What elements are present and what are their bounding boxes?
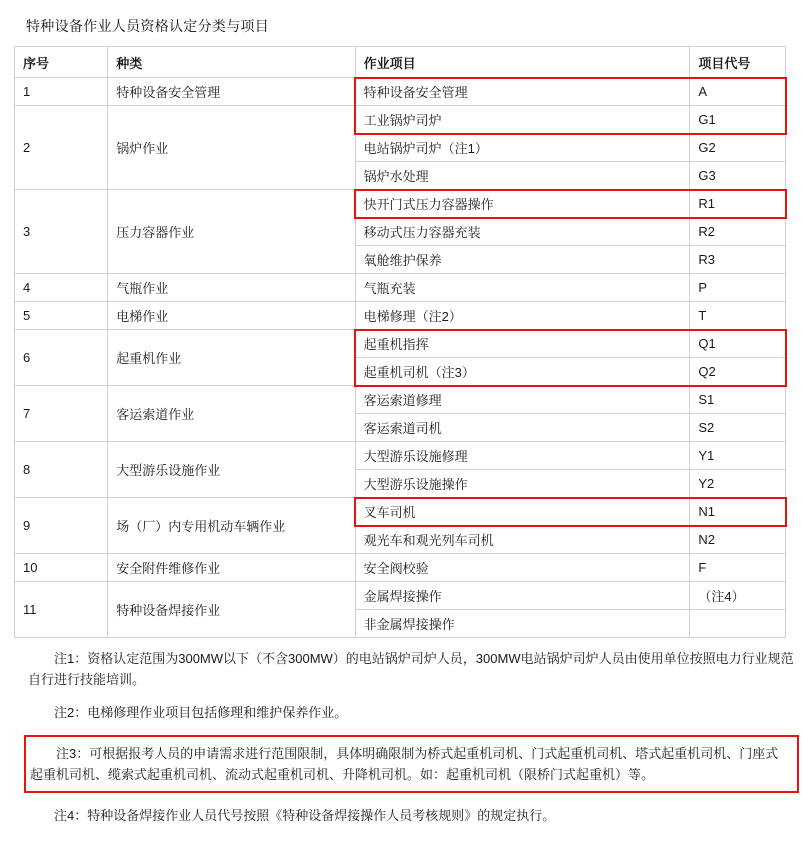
table-wrapper bbox=[14, 46, 789, 638]
cell-no: 5 bbox=[15, 302, 108, 330]
cell-no: 8 bbox=[15, 442, 108, 498]
cell-code: T bbox=[690, 302, 786, 330]
table-header-row bbox=[15, 47, 786, 78]
cell-item: 快开门式压力容器操作 bbox=[355, 190, 690, 218]
cell-item: 锅炉水处理 bbox=[355, 162, 690, 190]
cell-code: Q1 bbox=[690, 330, 786, 358]
table-body bbox=[15, 78, 786, 638]
cell-kind: 场（厂）内专用机动车辆作业 bbox=[108, 498, 355, 554]
note-2: 注2：电梯修理作业项目包括修理和维护保养作业。 bbox=[54, 705, 348, 720]
table-row bbox=[15, 274, 786, 302]
qualification-table bbox=[14, 46, 786, 638]
cell-code: G2 bbox=[690, 134, 786, 162]
table-row bbox=[15, 554, 786, 582]
table-row bbox=[15, 330, 786, 358]
cell-item: 电站锅炉司炉（注1） bbox=[355, 134, 690, 162]
cell-code: G1 bbox=[690, 106, 786, 134]
cell-item: 非金属焊接操作 bbox=[355, 610, 690, 638]
cell-no: 3 bbox=[15, 190, 108, 274]
notes-section bbox=[28, 648, 803, 826]
table-row bbox=[15, 442, 786, 470]
table-row bbox=[15, 582, 786, 610]
cell-no: 1 bbox=[15, 78, 108, 106]
column-header-no: 序号 bbox=[15, 47, 108, 78]
cell-item: 大型游乐设施操作 bbox=[355, 470, 690, 498]
table-header bbox=[15, 47, 786, 78]
cell-code: P bbox=[690, 274, 786, 302]
cell-kind: 电梯作业 bbox=[108, 302, 355, 330]
cell-code: N2 bbox=[690, 526, 786, 554]
cell-item: 大型游乐设施修理 bbox=[355, 442, 690, 470]
cell-code: Y2 bbox=[690, 470, 786, 498]
cell-code: A bbox=[690, 78, 786, 106]
cell-code: Q2 bbox=[690, 358, 786, 386]
cell-kind: 气瓶作业 bbox=[108, 274, 355, 302]
column-header-item: 作业项目 bbox=[355, 47, 690, 78]
cell-no: 11 bbox=[15, 582, 108, 638]
cell-code bbox=[690, 610, 786, 638]
cell-no: 10 bbox=[15, 554, 108, 582]
cell-item: 氧舱维护保养 bbox=[355, 246, 690, 274]
cell-no: 2 bbox=[15, 106, 108, 190]
cell-item: 工业锅炉司炉 bbox=[355, 106, 690, 134]
cell-code: G3 bbox=[690, 162, 786, 190]
cell-item: 客运索道修理 bbox=[355, 386, 690, 414]
cell-no: 4 bbox=[15, 274, 108, 302]
cell-item: 气瓶充装 bbox=[355, 274, 690, 302]
cell-code: Y1 bbox=[690, 442, 786, 470]
cell-code: S2 bbox=[690, 414, 786, 442]
note-4: 注4：特种设备焊接作业人员代号按照《特种设备焊接操作人员考核规则》的规定执行。 bbox=[54, 808, 556, 823]
cell-kind: 大型游乐设施作业 bbox=[108, 442, 355, 498]
table-row bbox=[15, 302, 786, 330]
cell-kind: 特种设备焊接作业 bbox=[108, 582, 355, 638]
cell-item: 特种设备安全管理 bbox=[355, 78, 690, 106]
cell-code: F bbox=[690, 554, 786, 582]
cell-kind: 客运索道作业 bbox=[108, 386, 355, 442]
cell-no: 9 bbox=[15, 498, 108, 554]
table-row bbox=[15, 78, 786, 106]
cell-code: R2 bbox=[690, 218, 786, 246]
column-header-kind: 种类 bbox=[108, 47, 355, 78]
cell-code: S1 bbox=[690, 386, 786, 414]
cell-kind: 安全附件维修作业 bbox=[108, 554, 355, 582]
cell-kind: 锅炉作业 bbox=[108, 106, 355, 190]
note-1: 注1：资格认定范围为300MW以下（不含300MW）的电站锅炉司炉人员，300MW电站锅炉司炉人员由使用单位按照电力行业规范自行进行技能培训。 bbox=[28, 651, 794, 687]
cell-item: 金属焊接操作 bbox=[355, 582, 690, 610]
table-row bbox=[15, 190, 786, 218]
table-row bbox=[15, 498, 786, 526]
column-header-code: 项目代号 bbox=[690, 47, 786, 78]
page-title: 特种设备作业人员资格认定分类与项目 bbox=[26, 18, 270, 34]
cell-kind: 起重机作业 bbox=[108, 330, 355, 386]
cell-code: （注4） bbox=[690, 582, 786, 610]
cell-code: R3 bbox=[690, 246, 786, 274]
cell-code: N1 bbox=[690, 498, 786, 526]
cell-code: R1 bbox=[690, 190, 786, 218]
table-row bbox=[15, 386, 786, 414]
cell-no: 6 bbox=[15, 330, 108, 386]
cell-item: 起重机司机（注3） bbox=[355, 358, 690, 386]
cell-kind: 压力容器作业 bbox=[108, 190, 355, 274]
cell-item: 起重机指挥 bbox=[355, 330, 690, 358]
cell-item: 观光车和观光列车司机 bbox=[355, 526, 690, 554]
cell-item: 叉车司机 bbox=[355, 498, 690, 526]
cell-item: 安全阀校验 bbox=[355, 554, 690, 582]
cell-kind: 特种设备安全管理 bbox=[108, 78, 355, 106]
cell-item: 移动式压力容器充装 bbox=[355, 218, 690, 246]
cell-item: 客运索道司机 bbox=[355, 414, 690, 442]
cell-no: 7 bbox=[15, 386, 108, 442]
cell-item: 电梯修理（注2） bbox=[355, 302, 690, 330]
table-row bbox=[15, 106, 786, 134]
note-3: 注3：可根据报考人员的申请需求进行范围限制，具体明确限制为桥式起重机司机、门式起重机司机、塔式起重机司机、门座式起重机司机、缆索式起重机司机、流动式起重机司机、升降机司机。如：起重机司机（限桥门式起重机）等。 bbox=[24, 735, 799, 793]
